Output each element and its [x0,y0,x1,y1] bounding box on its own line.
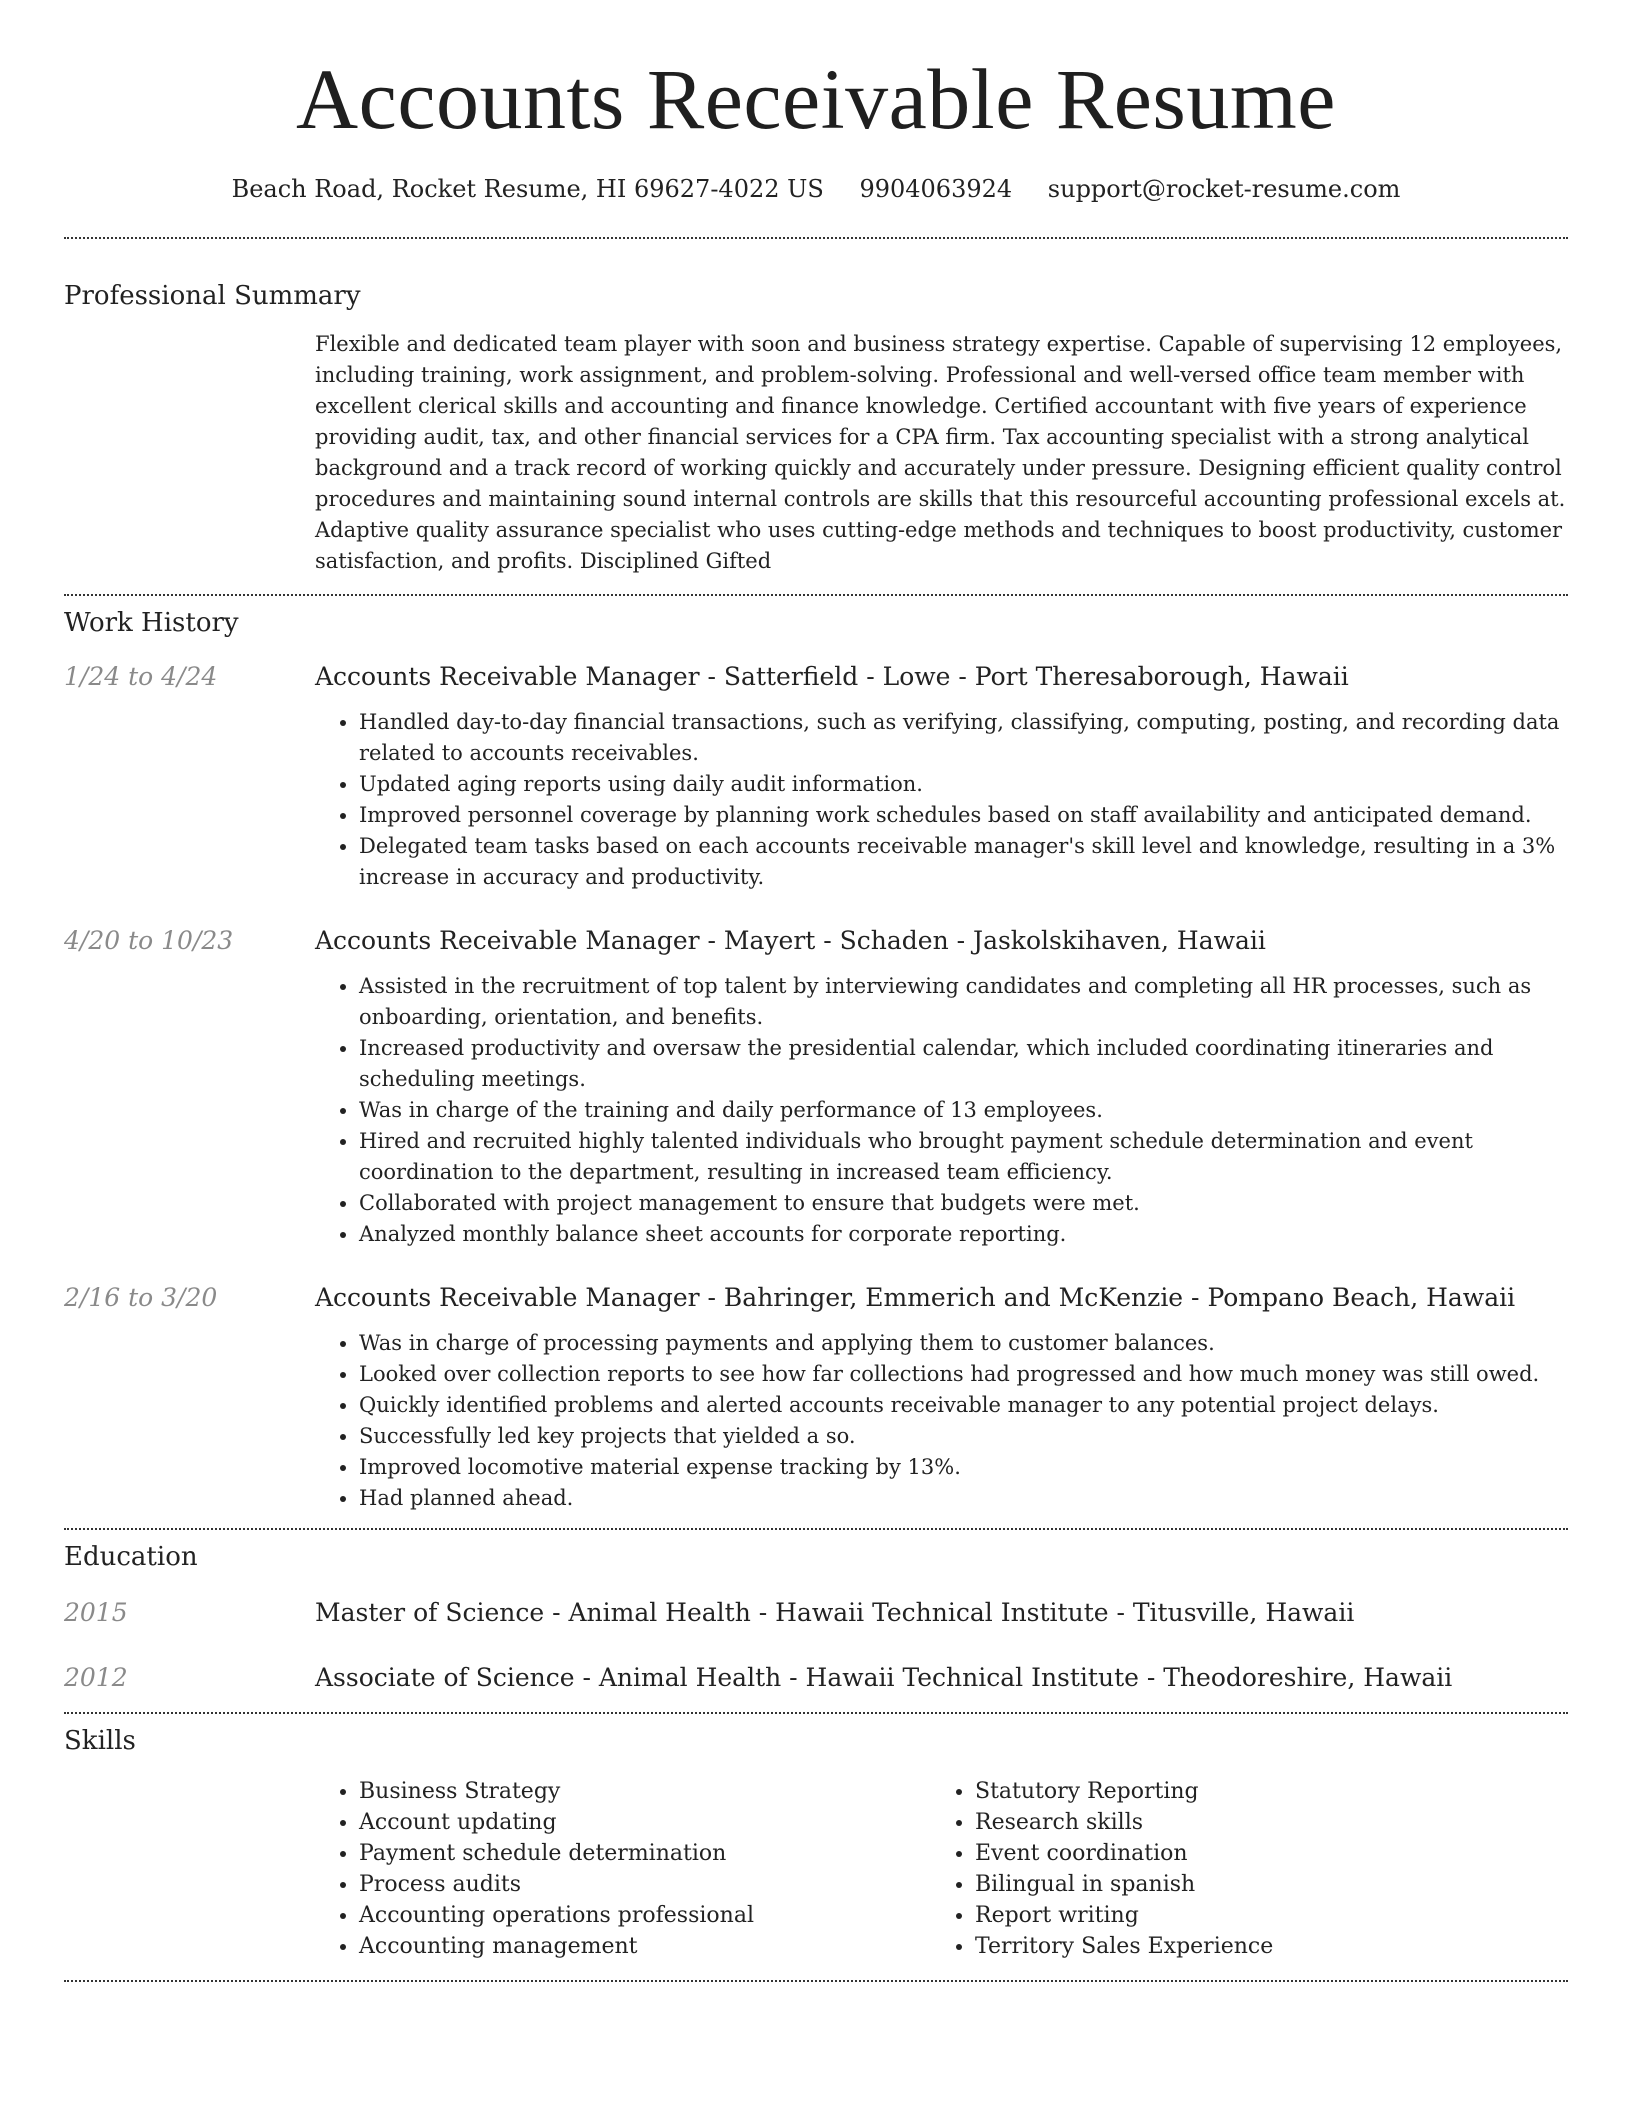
education-degree: Associate of Science - Animal Health - Hawaii Technical Institute - Theodoreshire, Hawaii [315,1662,1453,1692]
skill-item: • Account updating [359,1807,931,1838]
skills-grid [64,1776,1568,1962]
skill-item: • Statutory Reporting [975,1776,1455,1807]
education-section [64,1542,1568,1692]
work-history-heading: Work History [64,607,239,638]
education-degree: Master of Science - Animal Health - Hawaii Technical Institute - Titusville, Hawaii [315,1597,1355,1627]
list-item: • Collaborated with project management to ensure that budgets were met. [359,1188,1568,1219]
list-item: • Improved personnel coverage by planning work schedules based on staff availability and anticipated demand. [359,800,1568,831]
job-title: Accounts Receivable Manager - Mayert - Schaden - Jaskolskihaven, Hawaii [315,925,1266,955]
list-item: • Handled day-to-day financial transactions, such as verifying, classifying, computing, posting, and recording data related to accounts receivables. [359,707,1568,769]
education-entry [64,1663,1568,1692]
list-item: • Quickly identified problems and alerted accounts receivable manager to any potential project delays. [359,1390,1568,1421]
skills-column [931,1776,1455,1962]
summary-text: Flexible and dedicated team player with soon and business strategy expertise. Capable of supervising 12 employees, including training, work assignment, and problem-solving. Professional and well-versed office team member with excellent clerical skills and accounting and finance knowledge. Certified accountant with five years of experience providing audit, tax, and other financial services for a CPA firm. Tax accounting specialist with a strong analytical background and a track record of working quickly and accurately under pressure. Designing efficient quality control procedures and maintaining sound internal controls are skills that this resourceful accounting professional excels at. Adaptive quality assurance specialist who uses cutting-edge methods and techniques to boost productivity, customer satisfaction, and profits. Disciplined Gifted [315,331,1566,573]
job-header [64,926,1568,955]
education-entry [64,1598,1568,1627]
skills-column [315,1776,931,1962]
education-year: 2015 [64,1597,128,1627]
list-item: • Looked over collection reports to see how far collections had progressed and how much money was still owed. [359,1359,1568,1390]
skill-item: • Process audits [359,1869,931,1900]
job-dates: 2/16 to 3/20 [64,1282,218,1312]
job-header [64,1283,1568,1312]
work-history-section [64,608,1568,1514]
skill-item: • Report writing [975,1900,1455,1931]
resume-name: Accounts Receivable Resume [296,51,1336,147]
divider [64,1528,1568,1530]
list-item: • Improved locomotive material expense tracking by 13%. [359,1452,1568,1483]
summary-section [64,281,1568,577]
skill-item: • Research skills [975,1807,1455,1838]
job-title: Accounts Receivable Manager - Satterfield - Lowe - Port Theresaborough, Hawaii [315,661,1349,691]
contact-address: Beach Road, Rocket Resume, HI 69627-4022 US [231,174,824,203]
skill-item: • Accounting operations professional [359,1900,931,1931]
education-year: 2012 [64,1662,128,1692]
list-item: • Had planned ahead. [359,1483,1568,1514]
list-item: • Successfully led key projects that yielded a so. [359,1421,1568,1452]
skills-section [64,1726,1568,1962]
job-entry [64,1283,1568,1514]
resume-header [64,0,1568,203]
list-item: • Was in charge of the training and daily performance of 13 employees. [359,1095,1568,1126]
skill-item: • Territory Sales Experience [975,1931,1455,1962]
divider [64,1980,1568,1982]
list-item: • Hired and recruited highly talented individuals who brought payment schedule determination and event coordination to the department, resulting in increased team efficiency. [359,1126,1568,1188]
list-item: • Was in charge of processing payments and applying them to customer balances. [359,1328,1568,1359]
list-item: • Analyzed monthly balance sheet accounts for corporate reporting. [359,1219,1568,1250]
job-bullets [64,1328,1568,1514]
list-item: • Delegated team tasks based on each accounts receivable manager's skill level and knowledge, resulting in a 3% increase in accuracy and productivity. [359,831,1568,893]
list-item: • Assisted in the recruitment of top talent by interviewing candidates and completing all HR processes, such as onboarding, orientation, and benefits. [359,971,1568,1033]
divider [64,1712,1568,1714]
job-bullets [64,707,1568,893]
skill-item: • Event coordination [975,1838,1455,1869]
list-item: • Increased productivity and oversaw the presidential calendar, which included coordinating itineraries and scheduling meetings. [359,1033,1568,1095]
job-entry [64,926,1568,1250]
contact-email: support@rocket-resume.com [1047,174,1401,203]
job-header [64,662,1568,691]
education-heading: Education [64,1541,198,1572]
job-entry [64,662,1568,893]
contact-phone: 9904063924 [859,174,1013,203]
job-dates: 1/24 to 4/24 [64,661,218,691]
list-item: • Updated aging reports using daily audit information. [359,769,1568,800]
summary-heading: Professional Summary [64,280,361,311]
skill-item: • Payment schedule determination [359,1838,931,1869]
job-bullets [64,971,1568,1250]
skill-item: • Accounting management [359,1931,931,1962]
skills-heading: Skills [64,1725,136,1756]
divider [64,594,1568,596]
skill-item: • Business Strategy [359,1776,931,1807]
contact-line [64,175,1568,203]
divider [64,237,1568,239]
job-dates: 4/20 to 10/23 [64,925,234,955]
job-title: Accounts Receivable Manager - Bahringer, Emmerich and McKenzie - Pompano Beach, Hawaii [315,1282,1516,1312]
skill-item: • Bilingual in spanish [975,1869,1455,1900]
